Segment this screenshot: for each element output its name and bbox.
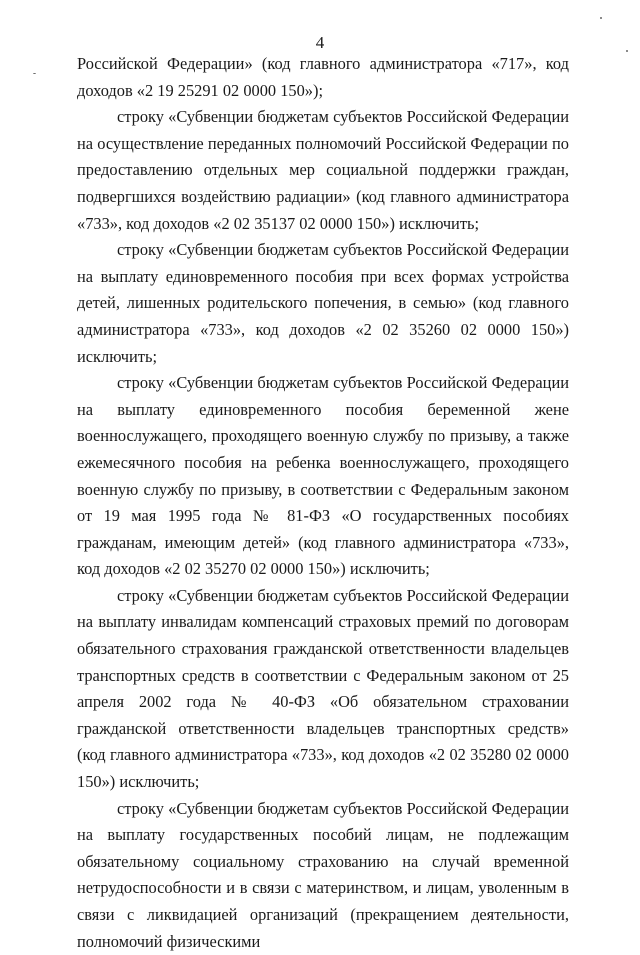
scan-speck	[626, 50, 628, 52]
page-number: 4	[315, 33, 325, 52]
document-body	[77, 51, 569, 955]
paragraph-osago-compensation-subvention: строку «Субвенции бюджетам субъектов Российской Федерации на выплату инвалидам компенсаций страховых премий по договорам обязательного страхования гражданской ответственности владельцев транспортных средств в соответствии с Федеральным законом от 25 апреля 2002 года № 40-ФЗ «Об обязательном страховании гражданской ответственности владельцев транспортных средств» (код главного администратора «733», код доходов «2 02 35280 02 0000 150») исключить;	[77, 585, 569, 792]
paragraph-continuation: Российской Федерации» (код главного администратора «717», код доходов «2 19 25291 02 0000 150»);	[77, 54, 569, 100]
scan-speck	[600, 17, 602, 19]
scan-speck	[33, 73, 36, 74]
paragraph-radiation-subvention: строку «Субвенции бюджетам субъектов Российской Федерации на осуществление переданных полномочий Российской Федерации по предоставлению отдельных мер социальной поддержки граждан, подвергшихся воздействию радиации» (код главного администратора «733», код доходов «2 02 35137 02 0000 150») исключить;	[77, 107, 569, 233]
paragraph-state-benefits-subvention: строку «Субвенции бюджетам субъектов Российской Федерации на выплату государственных пособий лицам, не подлежащим обязательному социальному страхованию на случай временной нетрудоспособности и в связи с материнством, и лицам, уволенным в связи с ликвидацией организаций (прекращением деятельности, полномочий физическими	[77, 798, 569, 951]
paragraph-child-placement-subvention: строку «Субвенции бюджетам субъектов Российской Федерации на выплату единовременного пособия при всех формах устройства детей, лишенных родительского попечения, в семью» (код главного администратора «733», код доходов «2 02 35260 02 0000 150») исключить;	[77, 240, 569, 366]
paragraph-military-spouse-subvention: строку «Субвенции бюджетам субъектов Российской Федерации на выплату единовременного пособия беременной жене военнослужащего, проходящего военную службу по призыву, а также ежемесячного пособия на ребенка военнослужащего, проходящего военную службу по призыву, в соответствии с Федеральным законом от 19 мая 1995 года № 81-ФЗ «О государственных пособиях гражданам, имеющим детей» (код главного администратора «733», код доходов «2 02 35270 02 0000 150») исключить;	[77, 373, 569, 579]
